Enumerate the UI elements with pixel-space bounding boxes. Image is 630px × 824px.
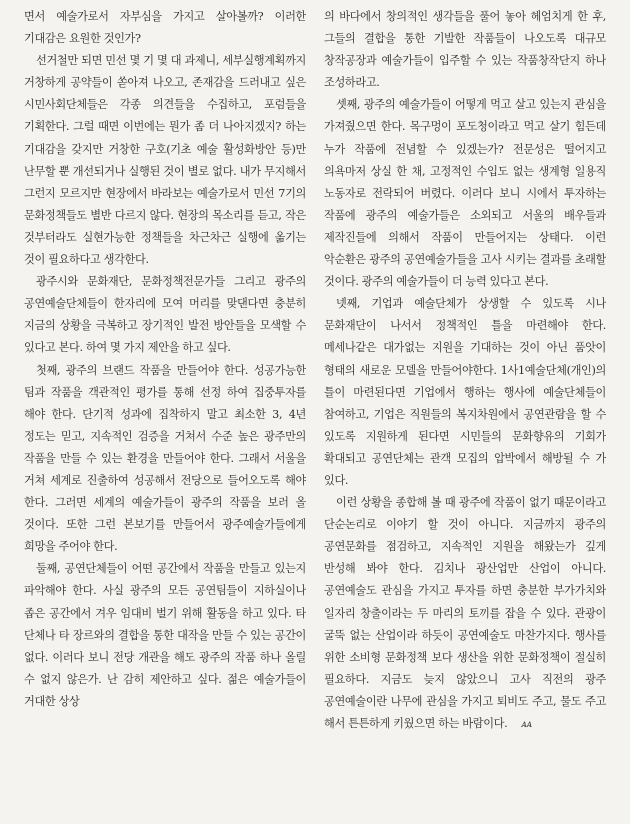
paragraph: 셋째, 광주의 예술가들이 어떻게 먹고 살고 있는지 관심을 가져줬으면 한다. 목구멍이 포도청이라고 먹고 살기 힘든데 누가 작품에 전념할 수 있겠는가? 전문성은 떨어지고 의욕마저 상실 한 채, 고정적인 수입도 없는 생계형 일용직 노동자로 전락되어 버렸다. 이러다 보니 시에서 투자하는 작품에 광주의 예술가들은 소외되고 서울의 배우들과 제작진들에 의해서 작품이 만들어지는 상태다. 이런 악순환은 광주의 공연예술가들을 고사 시키는 결과를 초래할 것이다. 광주의 예술가들이 더 능력 있다고 본다. — [324, 98, 606, 289]
paragraph: 둘째, 공연단체들이 어떤 공간에서 작품을 만들고 있는지 파악해야 한다. 사실 광주의 모든 공연팀들이 지하실이나 좁은 공간에서 겨우 임대비 벌기 위해 활동을 하고 있다. 타 단체나 타 장르와의 결합을 통한 대작을 만들 수 있는 공간이 없다. 이러다 보니 전당 개관을 해도 광주의 작품 하나 올릴 수 없지 않은가. 난 감히 제안하고 싶다. 젊은 예술가들이 거대한 상상 — [24, 562, 306, 708]
left-column — [24, 6, 306, 824]
paragraph-final-text: 이런 상황을 종합해 볼 때 광주에 작품이 없기 때문이라고 단순논리로 이야기 할 것이 아니다. 지금까지 광주의 공연문화를 점검하고, 지속적인 지원을 해왔는가 깊게 반성해 봐야 한다. 김치나 광산업만 산업이 아니다. 공연예술도 관심을 가지고 투자를 하면 충분한 부가가치와 일자리 창출이라는 두 마리의 토끼를 잡을 수 있다. 관광이 굴뚝 없는 산업이라 하듯이 공연예술도 마찬가지다. 행사를 위한 소비형 문화정책 보다 생산을 위한 문화정책이 절실히 필요하다. 지금도 늦지 않았으니 고사 직전의 광주 공연예술이란 나무에 관심을 가지고 퇴비도 주고, 물도 주고 해서 튼튼하게 키웠으면 하는 바람이다. — [324, 496, 606, 730]
paragraph: 첫째, 광주의 브랜드 작품을 만들어야 한다. 성공가능한 팀과 작품을 객관적인 평가를 통해 선정 하여 집중투자를 해야 한다. 단기적 성과에 집착하지 말고 최소한 3, 4년 정도는 믿고, 지속적인 검증을 거쳐서 수준 높은 광주만의 작품을 만들 수 있는 환경을 만들어야 한다. 그래서 서울을 거쳐 세계로 진출하여 성공해서 전당으로 들어오도록 해야 한다. 그러면 세계의 예술가들이 광주의 작품을 보러 올 것이다. 또한 그런 본보기를 만들어서 광주예술가들에게 희망을 주어야 한다. — [24, 363, 306, 554]
paragraph: 면서 예술가로서 자부심을 가지고 살아볼까? 이러한 기대감은 요원한 것인가? — [24, 10, 306, 46]
paragraph-final — [324, 492, 606, 736]
paragraph: 광주시와 문화재단, 문화정책전문가들 그리고 광주의 공연예술단체들이 한자리에 모여 머리를 맞댄다면 충분히 지금의 상황을 극복하고 장기적인 발전 방안들을 모색할 수 있다고 본다. 하여 몇 가지 제안을 하고 싶다. — [24, 275, 306, 355]
right-column — [324, 6, 606, 824]
paragraph: 의 바다에서 창의적인 생각들을 풀어 놓아 헤엄치게 한 후, 그들의 결합을 통한 기발한 작품들이 나오도록 대규모 창작공장과 예술가들이 입주할 수 있는 작품창작단지 하나 조성하라고. — [324, 10, 606, 90]
paragraph: 선거철만 되면 민선 몇 기 몇 대 과제니, 세부실행계획까지 거창하게 공약들이 쏟아져 나오고, 존재감을 드러내고 싶은 시민사회단체들은 각종 의견들을 수집하고, 포럼들을 기획한다. 그럴 때면 이번에는 뭔가 좀 더 나아지겠지? 하는 기대감을 갖지만 거창한 구호(기초 예술 활성화방안 등)만 난무할 뿐 개선되거나 실행된 것이 별로 없다. 내가 무지해서 그런지 모르지만 현장에서 바라보는 예술가로서 민선 7기의 문화정책들도 별반 다르지 않다. 현장의 목소리를 듣고, 작은 것부터라도 실현가능한 정책들을 차근차근 실행에 옮기는 것이 필요하다고 생각한다. — [24, 54, 306, 267]
end-mark: ᴀᴀ — [521, 719, 532, 730]
paragraph: 넷째, 기업과 예술단체가 상생할 수 있도록 시나 문화재단이 나서서 정책적인 틀을 마련해야 한다. 메세나같은 대가없는 지원을 기대하는 것이 아닌 품앗이 형태의 새로운 모델을 만들어야한다. 1사1예술단체(개인)의 틀이 마련된다면 기업에서 행하는 행사에 예술단체들이 참여하고, 기업은 직원들의 복지차원에서 공연관람을 할 수 있도록 지원하게 된다면 시민들의 문화향유의 기회가 확대되고 공연단체는 관객 모집의 압박에서 해방될 수 가 있다. — [324, 297, 606, 487]
